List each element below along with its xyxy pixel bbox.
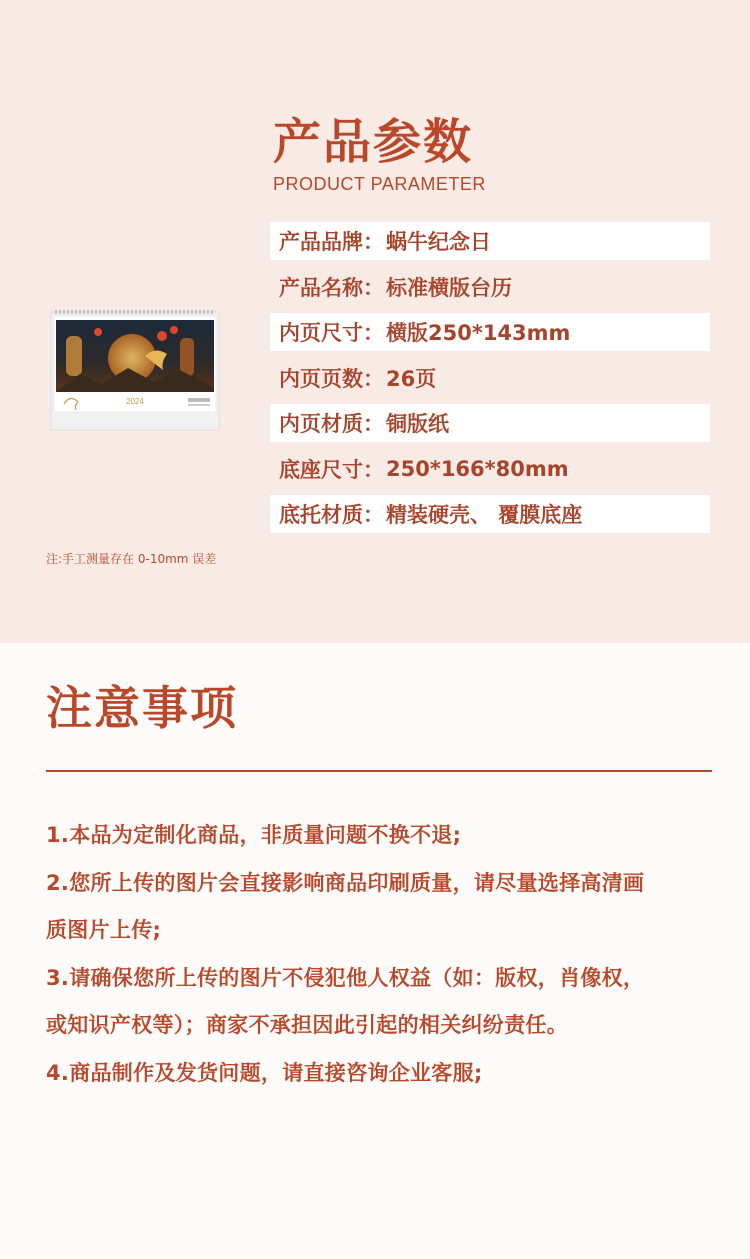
measurement-note: 注:手工测量存在 0-10mm 误差 [46, 552, 217, 566]
param-row-brand [270, 222, 710, 260]
notice-item: 或知识产权等）；商家不承担因此引起的相关纠纷责任。 [46, 1013, 568, 1037]
param-label: 内页尺寸： [279, 321, 384, 345]
param-row-page-material [270, 404, 710, 442]
param-value: 蜗牛纪念日 [386, 230, 491, 254]
notice-item: 4.商品制作及发货问题，请直接咨询企业客服; [46, 1060, 483, 1085]
param-value: 250*166*80mm [386, 456, 569, 481]
desk-calendar-image [50, 308, 220, 432]
param-label: 底座尺寸： [279, 457, 384, 482]
calendar-year: 2024 [126, 397, 144, 406]
param-row-page-size [270, 313, 710, 351]
param-label: 内页材质： [279, 412, 384, 436]
param-label: 产品品牌： [279, 230, 384, 254]
section-title-en: PRODUCT PARAMETER [273, 174, 486, 194]
param-value: 横版250*143mm [386, 321, 571, 345]
param-value: 铜版纸 [386, 412, 449, 436]
notice-item: 1.本品为定制化商品，非质量问题不换不退; [46, 823, 462, 847]
section-title-cn: 产品参数 [273, 114, 474, 170]
notice-title: 注意事项 [46, 681, 238, 735]
param-label: 产品名称： [279, 275, 384, 300]
notice-item: 2.您所上传的图片会直接影响商品印刷质量，请尽量选择高清画 [46, 870, 645, 895]
param-row-name [270, 268, 710, 306]
param-value: 标准横版台历 [386, 275, 512, 300]
param-value: 精装硬壳、 覆膜底座 [386, 503, 583, 527]
notice-item: 质图片上传; [46, 918, 162, 942]
param-row-base-size [270, 450, 710, 488]
notice-list [46, 812, 716, 1097]
notice-item: 3.请确保您所上传的图片不侵犯他人权益（如：版权，肖像权， [46, 965, 645, 990]
divider [46, 770, 712, 772]
parameter-list [270, 222, 710, 541]
param-value: 26页 [386, 366, 437, 391]
param-label: 底托材质： [279, 503, 384, 527]
param-row-base-material [270, 495, 710, 533]
param-label: 内页页数： [279, 366, 384, 391]
param-row-page-count [270, 359, 710, 397]
